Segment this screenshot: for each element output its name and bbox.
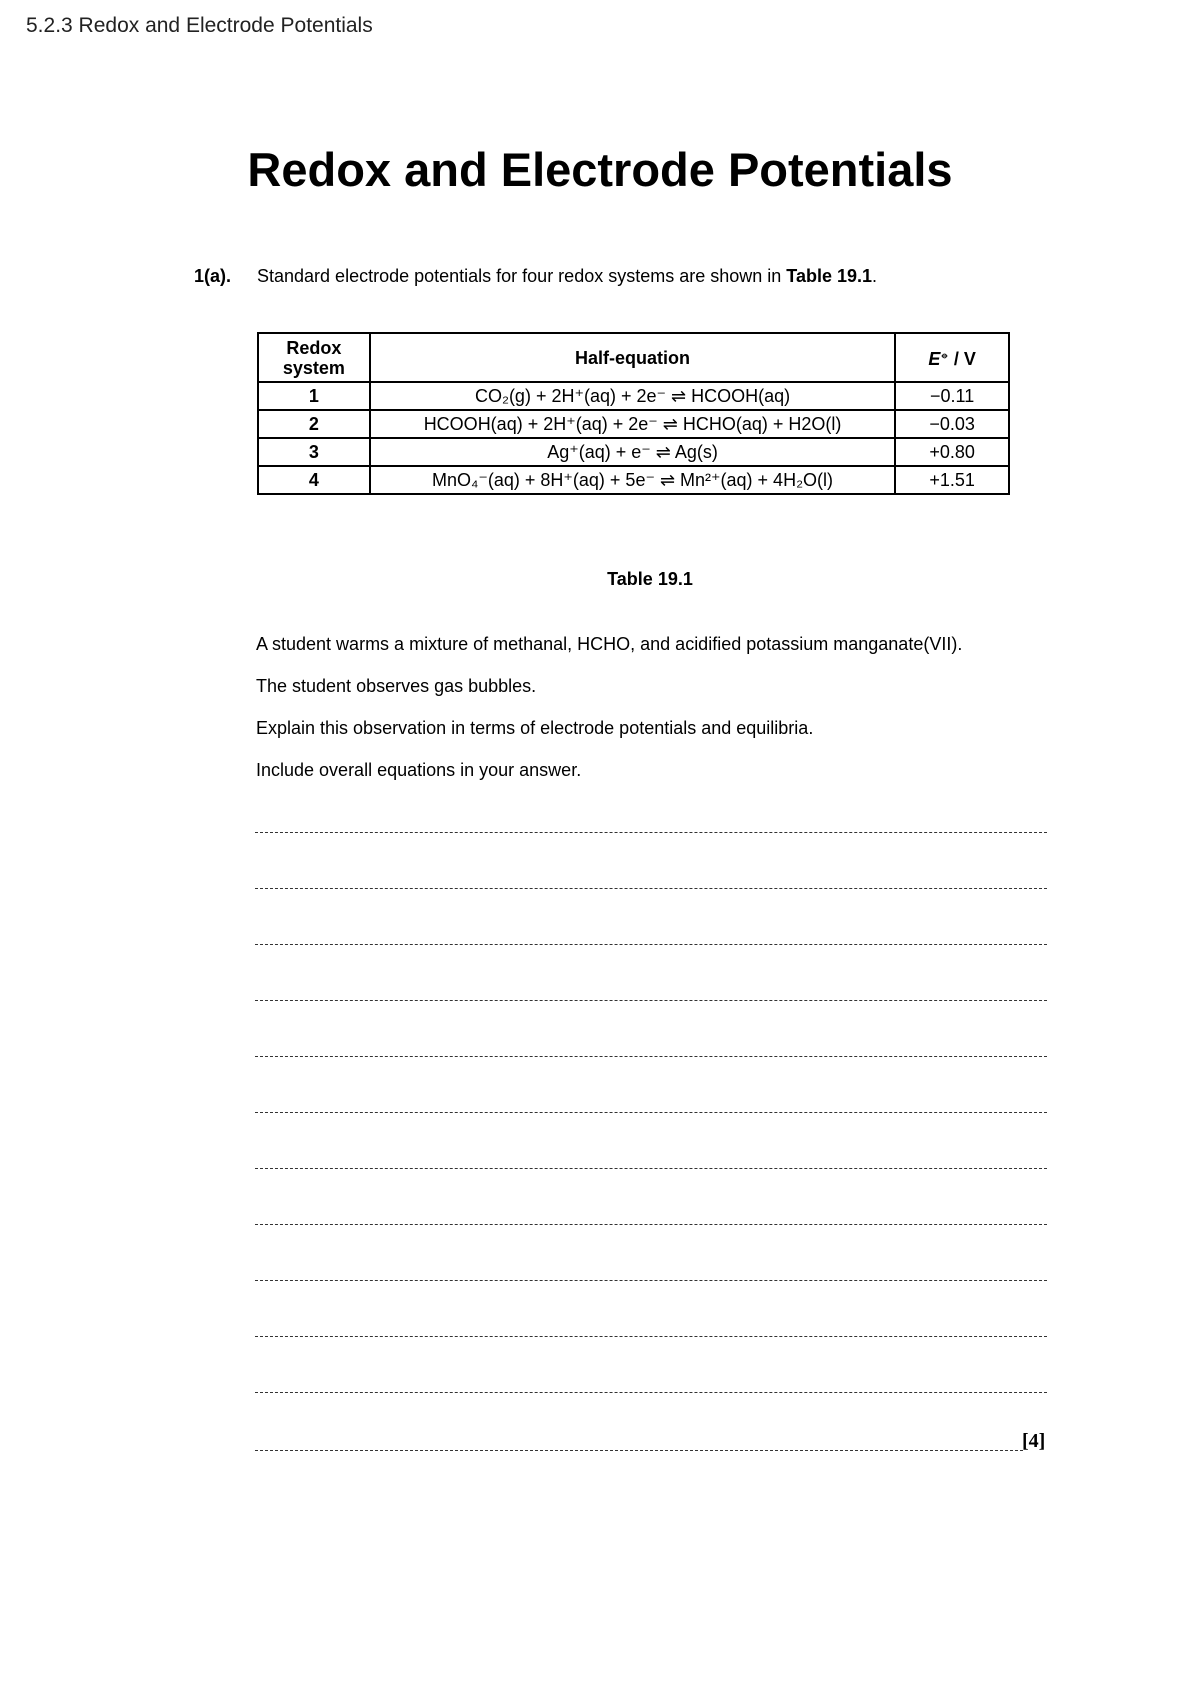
answer-line[interactable] — [255, 1336, 1047, 1337]
intro-prefix: Standard electrode potentials for four redox systems are shown in — [257, 266, 787, 286]
page-title: Redox and Electrode Potentials — [247, 143, 953, 196]
marks-label: [4] — [1022, 1430, 1046, 1452]
answer-line[interactable] — [255, 1168, 1047, 1169]
electrode-potential: +1.51 — [895, 466, 1009, 494]
answer-line[interactable] — [255, 1392, 1047, 1393]
question-text-line: Explain this observation in terms of electrode potentials and equilibria. — [256, 718, 814, 738]
intro-suffix: . — [872, 266, 878, 286]
half-equation: HCOOH(aq) + 2H⁺(aq) + 2e⁻ ⇌ HCHO(aq) + H2O(l) — [370, 410, 895, 438]
question-intro — [257, 266, 877, 287]
system-number: 3 — [258, 438, 370, 466]
system-number: 1 — [258, 382, 370, 410]
half-equation: Ag⁺(aq) + e⁻ ⇌ Ag(s) — [370, 438, 895, 466]
answer-line[interactable] — [255, 944, 1047, 945]
answer-line[interactable] — [255, 1000, 1047, 1001]
answer-line[interactable] — [255, 1224, 1047, 1225]
table-row — [258, 466, 1009, 494]
standard-symbol: ⦵ — [940, 350, 949, 361]
running-header: 5.2.3 Redox and Electrode Potentials — [26, 14, 373, 37]
half-equation: MnO₄⁻(aq) + 8H⁺(aq) + 5e⁻ ⇌ Mn²⁺(aq) + 4H₂O(l) — [370, 466, 895, 494]
question-number: 1(a). — [194, 266, 232, 286]
intro-table-ref: Table 19.1 — [786, 266, 872, 286]
answer-line[interactable] — [255, 1112, 1047, 1113]
answer-line[interactable] — [255, 1280, 1047, 1281]
answer-line[interactable] — [255, 888, 1047, 889]
table-row — [258, 382, 1009, 410]
table-row — [258, 438, 1009, 466]
question-text-line: The student observes gas bubbles. — [256, 676, 537, 696]
electrode-potential: −0.11 — [895, 382, 1009, 410]
electrode-potential: −0.03 — [895, 410, 1009, 438]
potential-unit: / V — [948, 349, 976, 369]
potential-symbol: E — [928, 349, 941, 369]
system-number: 4 — [258, 466, 370, 494]
table-header-row — [258, 333, 1009, 382]
question-text-line: Include overall equations in your answer. — [256, 760, 582, 780]
question-text-line: A student warms a mixture of methanal, HCHO, and acidified potassium manganate(VII). — [256, 634, 963, 654]
half-equation: CO₂(g) + 2H⁺(aq) + 2e⁻ ⇌ HCOOH(aq) — [370, 382, 895, 410]
electrode-potentials-table — [257, 332, 1010, 495]
answer-line[interactable] — [255, 832, 1047, 833]
electrode-potential: +0.80 — [895, 438, 1009, 466]
header-potential — [895, 333, 1009, 382]
table-caption: Table 19.1 — [607, 569, 693, 589]
answer-line[interactable] — [255, 1450, 1023, 1451]
header-redox-system: Redox system — [258, 333, 370, 382]
header-half-equation: Half-equation — [370, 333, 895, 382]
table-row — [258, 410, 1009, 438]
system-number: 2 — [258, 410, 370, 438]
answer-line[interactable] — [255, 1056, 1047, 1057]
